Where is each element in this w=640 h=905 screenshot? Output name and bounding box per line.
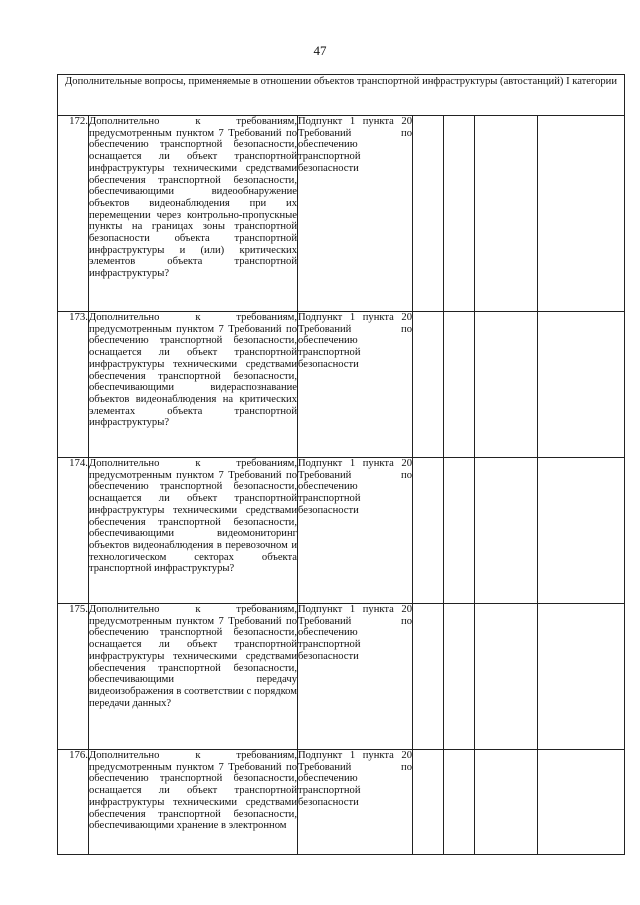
answer-cell-yes <box>413 458 444 604</box>
row-number: 175. <box>58 604 89 750</box>
legal-basis-rest: обеспечению транспортной безопасности <box>298 335 361 370</box>
legal-basis-line: Подпункт 1 пункта 20 <box>298 604 412 615</box>
answer-cell-na <box>475 604 538 750</box>
legal-basis-cell <box>298 750 413 855</box>
answer-cell-na <box>475 458 538 604</box>
notes-cell <box>538 604 625 750</box>
legal-basis-rest: обеспечению транспортной безопасности <box>298 627 361 662</box>
answer-cell-no <box>444 458 475 604</box>
legal-basis-cell <box>298 604 413 750</box>
row-number: 174. <box>58 458 89 604</box>
legal-basis-line: Подпункт 1 пункта 20 <box>298 116 412 127</box>
notes-cell <box>538 750 625 855</box>
answer-cell-no <box>444 750 475 855</box>
answer-cell-na <box>475 750 538 855</box>
question-text: Дополнительно к требованиям, предусмотренным пунктом 7 Требований по обеспечению транспортной безопасности, оснащается ли объект транспортной инфраструктуры техническими средствами обеспечения транспортной безопасности, обеспечивающими видераспознавание объектов видеонаблюдения на критических элементах объекта транспортной инфраструктуры? <box>89 312 297 429</box>
legal-basis-line: Подпункт 1 пункта 20 <box>298 458 412 469</box>
answer-cell-no <box>444 604 475 750</box>
answer-cell-yes <box>413 750 444 855</box>
question-text: Дополнительно к требованиям, предусмотренным пунктом 7 Требований по обеспечению транспортной безопасности, оснащается ли объект транспортной инфраструктуры техническими средствами обеспечения транспортной безопасности, обеспечивающими хранение в электронном <box>89 750 297 832</box>
legal-basis-rest: обеспечению транспортной безопасности <box>298 773 361 808</box>
question-cell <box>89 604 298 750</box>
legal-basis-cell <box>298 116 413 312</box>
legal-basis-line: Подпункт 1 пункта 20 <box>298 312 412 323</box>
answer-cell-na <box>475 116 538 312</box>
question-cell <box>89 312 298 458</box>
answer-cell-yes <box>413 604 444 750</box>
legal-basis-rest: обеспечению транспортной безопасности <box>298 139 361 174</box>
answer-cell-no <box>444 116 475 312</box>
legal-basis-rest: обеспечению транспортной безопасности <box>298 481 361 516</box>
question-cell <box>89 750 298 855</box>
answer-cell-yes <box>413 312 444 458</box>
question-cell <box>89 458 298 604</box>
answer-cell-yes <box>413 116 444 312</box>
answer-cell-na <box>475 312 538 458</box>
table-row <box>58 604 625 750</box>
page-number: 47 <box>313 43 327 58</box>
legal-basis-line: Требований по <box>298 761 412 773</box>
legal-basis-line: Требований по <box>298 127 412 139</box>
legal-basis-line: Требований по <box>298 323 412 335</box>
table-row <box>58 458 625 604</box>
notes-cell <box>538 458 625 604</box>
question-cell <box>89 116 298 312</box>
notes-cell <box>538 312 625 458</box>
section-title: Дополнительные вопросы, применяемые в отношении объектов транспортной инфраструктуры (автостанций) I категории <box>58 75 625 116</box>
section-header-row <box>58 75 625 116</box>
question-text: Дополнительно к требованиям, предусмотренным пунктом 7 Требований по обеспечению транспортной безопасности, оснащается ли объект транспортной инфраструктуры техническими средствами обеспечения транспортной безопасности, обеспечивающими видеообнаружение объектов видеонаблюдения при их перемещении через контрольно-пропускные пункты на границах зоны транспортной безопасности объекта транспортной инфраструктуры и (или) критических элементов объекта транспортной инфраструктуры? <box>89 116 297 280</box>
legal-basis-line: Подпункт 1 пункта 20 <box>298 750 412 761</box>
notes-cell <box>538 116 625 312</box>
table-row <box>58 312 625 458</box>
answer-cell-no <box>444 312 475 458</box>
question-text: Дополнительно к требованиям, предусмотренным пунктом 7 Требований по обеспечению транспортной безопасности, оснащается ли объект транспортной инфраструктуры техническими средствами обеспечения транспортной безопасности, обеспечивающими видеомониторинг объектов видеонаблюдения в перевозочном и технологическом секторах объекта транспортной инфраструктуры? <box>89 458 297 575</box>
checklist-table <box>57 74 625 855</box>
legal-basis-cell <box>298 458 413 604</box>
question-text: Дополнительно к требованиям, предусмотренным пунктом 7 Требований по обеспечению транспортной безопасности, оснащается ли объект транспортной инфраструктуры техническими средствами обеспечения транспортной безопасности, обеспечивающими передачу видеоизображения в соответствии с порядком передачи данных? <box>89 604 297 709</box>
table-row <box>58 750 625 855</box>
legal-basis-cell <box>298 312 413 458</box>
table-row <box>58 116 625 312</box>
row-number: 173. <box>58 312 89 458</box>
row-number: 176. <box>58 750 89 855</box>
legal-basis-line: Требований по <box>298 615 412 627</box>
row-number: 172. <box>58 116 89 312</box>
legal-basis-line: Требований по <box>298 469 412 481</box>
